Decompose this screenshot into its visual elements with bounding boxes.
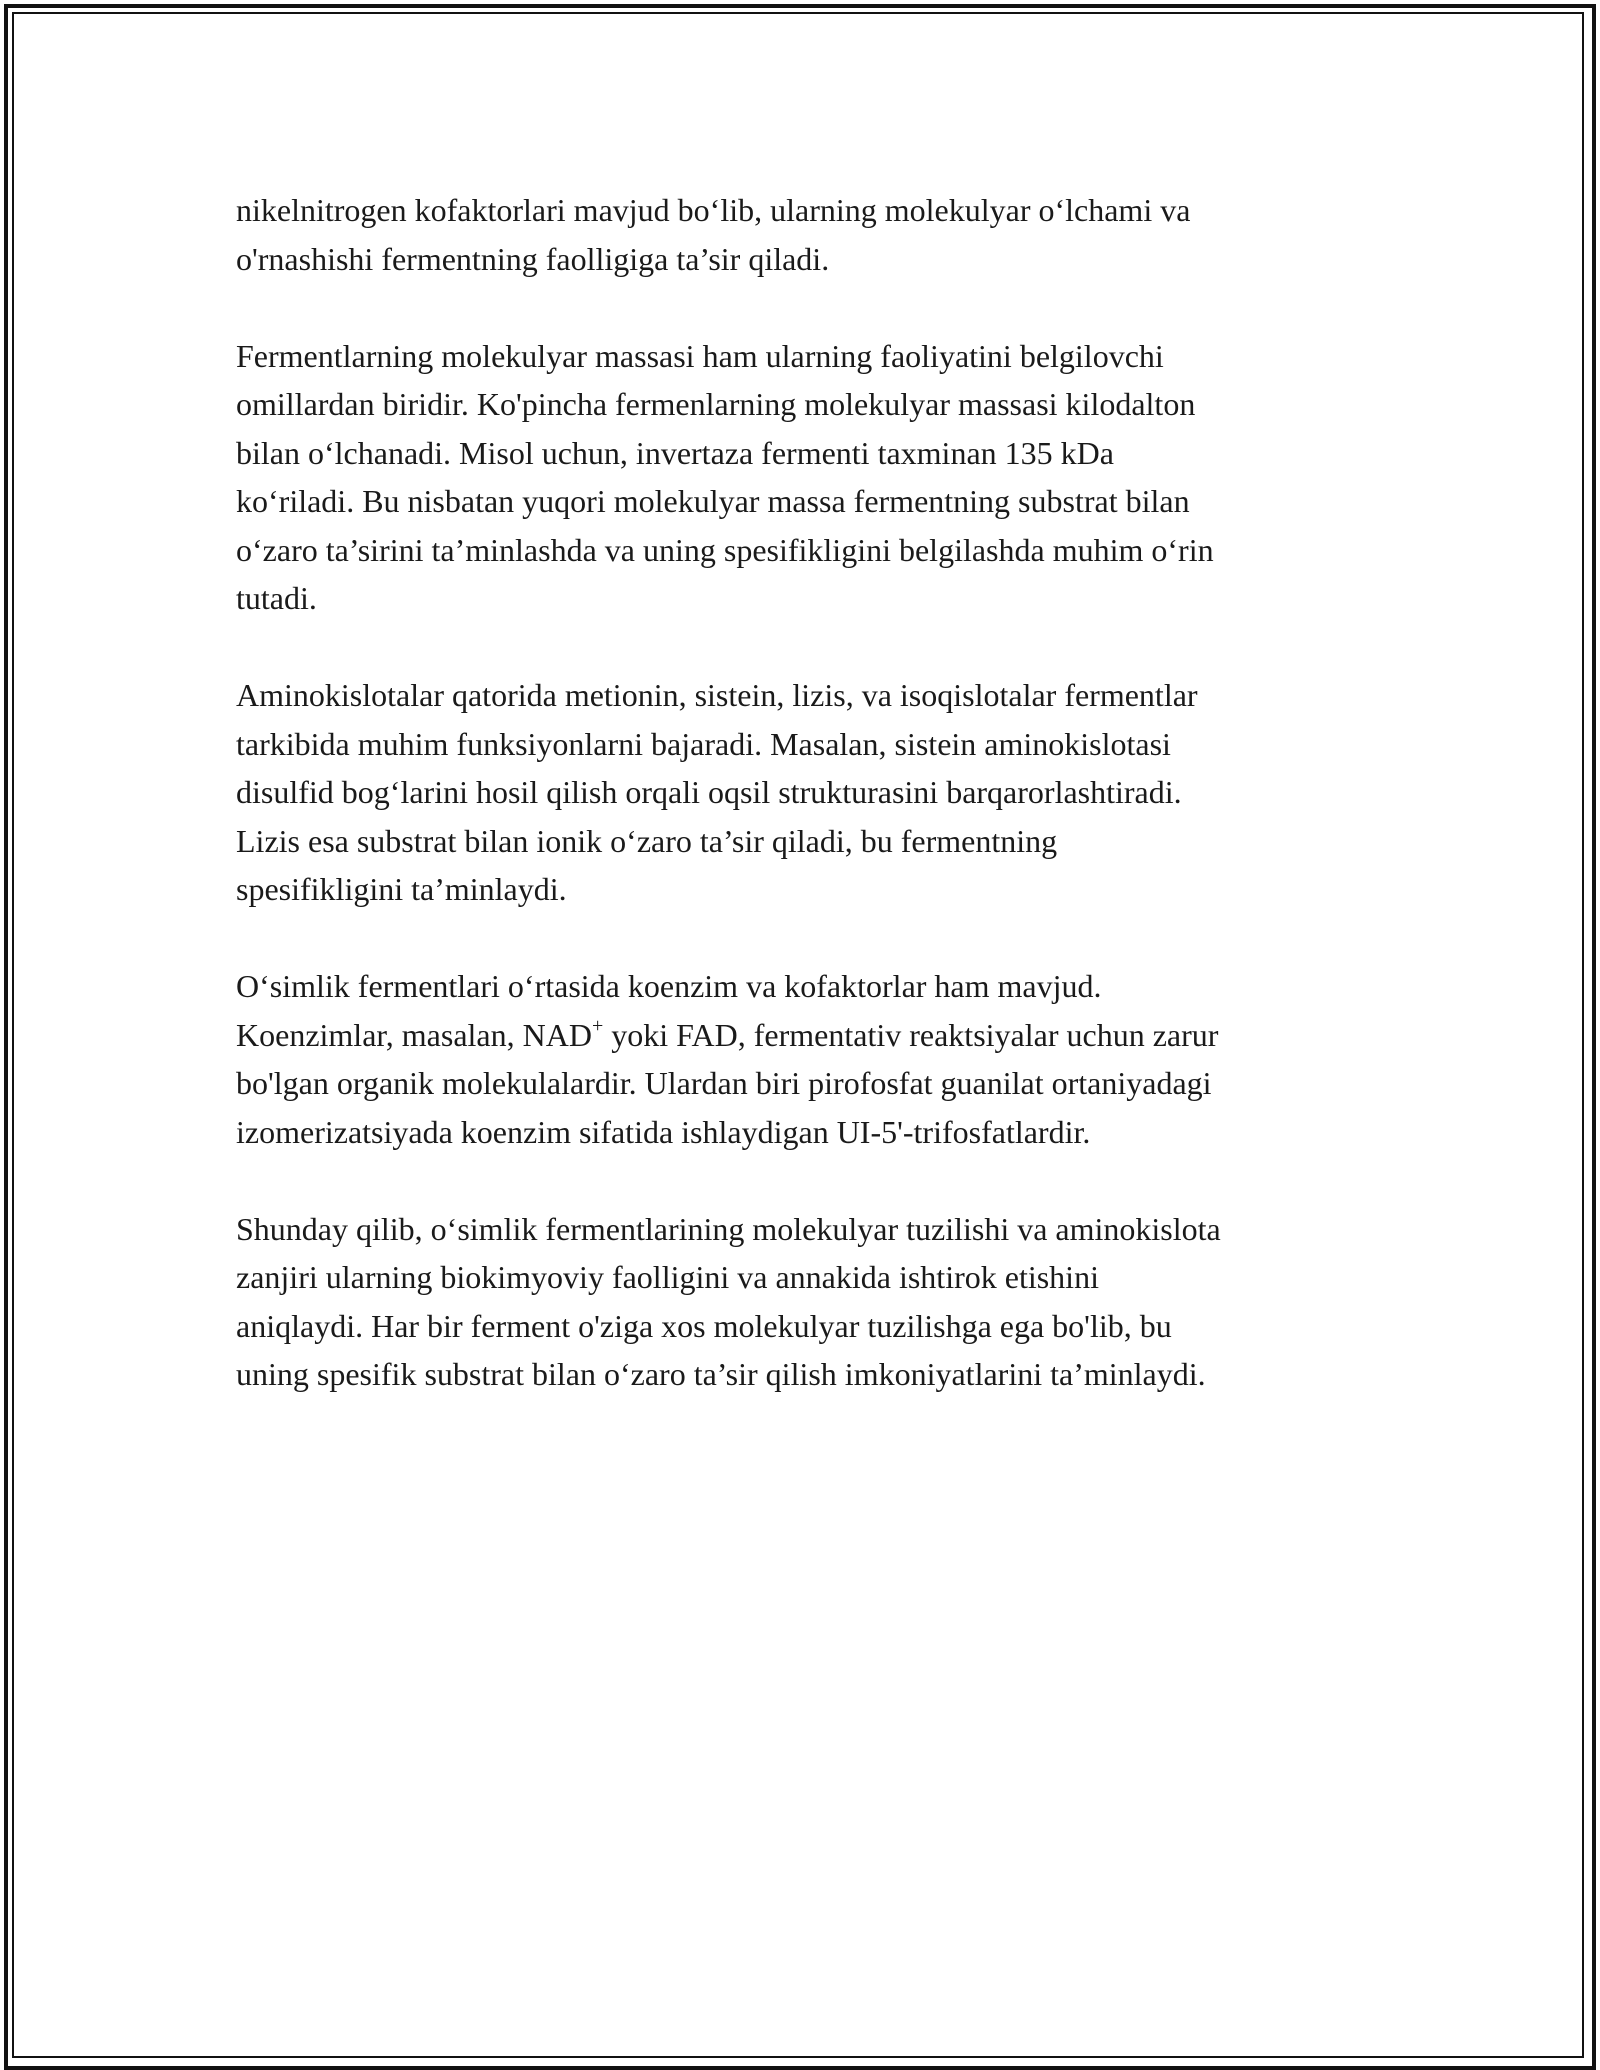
paragraph-coenzymes bbox=[236, 962, 1386, 1156]
paragraph-conclusion: Shunday qilib, o‘simlik fermentlarining molekulyar tuzilishi va aminokislota zanjiri ularning biokimyoviy faolligini va annakida ishtirok etishini aniqlaydi. Har bir ferment o'ziga xos molekulyar tuzilishga ega bo'lib, bu uning spesifik substrat bilan o‘zaro ta’sir qilish imkoniyatlarini ta’minlaydi. bbox=[236, 1210, 1221, 1392]
paragraph-molecular-mass: Fermentlarning molekulyar massasi ham ularning faoliyatini belgilovchi omillardan biridir. Ko'pincha fermenlarning molekulyar massasi kilodalton bilan o‘lchanadi. Misol uchun, invertaza fermenti taxminan 135 kDa ko‘riladi. Bu nisbatan yuqori molekulyar massa fermentning substrat bilan o‘zaro ta’sirini ta’minlashda va uning spesifikligini belgilashda muhim o‘rin tutadi. bbox=[236, 337, 1214, 616]
document-body bbox=[236, 186, 1386, 1447]
paragraph-amino-acids: Aminokislotalar qatorida metionin, sistein, lizis, va isoqislotalar fermentlar tarkibida muhim funksiyonlarni bajaradi. Masalan, sistein aminokislotasi disulfid bog‘larini hosil qilish orqali oqsil strukturasini barqarorlashtiradi. Lizis esa substrat bilan ionik o‘zaro ta’sir qiladi, bu fermentning spesifikligini ta’minlaydi. bbox=[236, 677, 1198, 907]
paragraph-cofactors: nikelnitrogen kofaktorlari mavjud bo‘lib, ularning molekulyar o‘lchami va o'rnashishi fermentning faolligiga ta’sir qiladi. bbox=[236, 192, 1191, 277]
paragraph-coenzymes-text-after: yoki FAD, fermentativ reaktsiyalar uchun zarur bo'lgan organik molekulalardir. Ulardan biri pirofosfat guanilat ortaniyadagi izomerizatsiyada koenzim sifatida ishlaydigan UI-5'-trifosfatlardir. bbox=[236, 1016, 1219, 1150]
nad-superscript: + bbox=[591, 1014, 604, 1037]
paragraph-coenzymes-text-before: O‘simlik fermentlari o‘rtasida koenzim va kofaktorlar ham mavjud. Koenzimlar, masalan, NAD bbox=[236, 968, 1102, 1053]
